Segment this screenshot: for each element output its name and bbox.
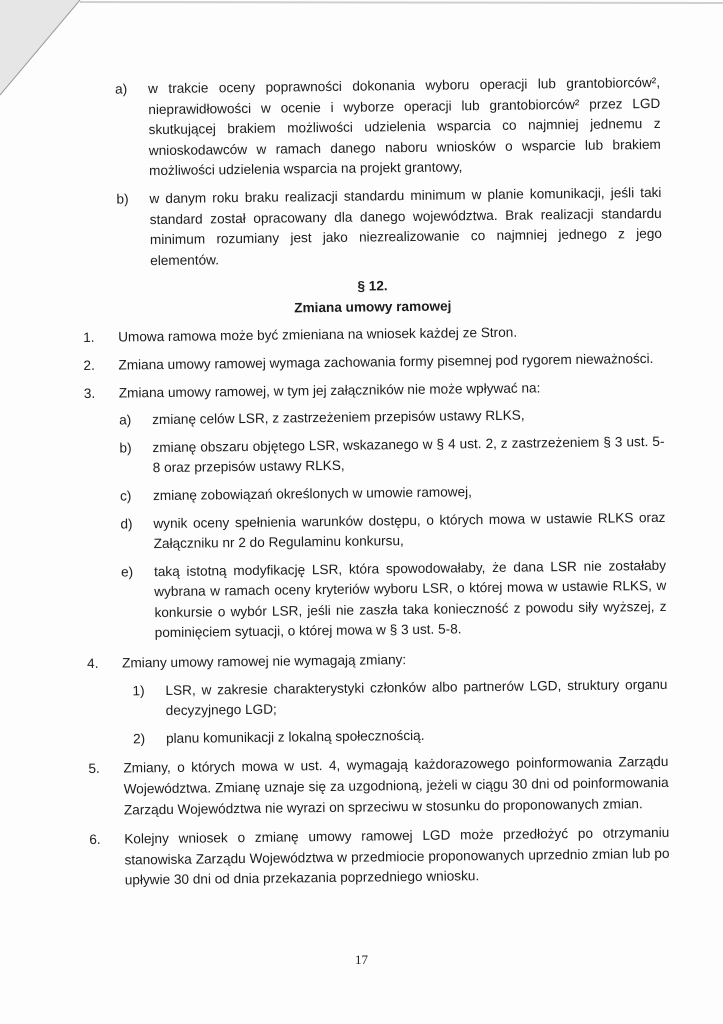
section-number: § 12.	[357, 278, 388, 294]
page-number: 17	[355, 952, 368, 967]
point-5	[88, 752, 669, 821]
list-marker: 5.	[88, 761, 100, 777]
document-body	[80, 73, 670, 892]
list-marker: 6.	[89, 832, 101, 848]
list-marker: c)	[119, 488, 132, 504]
list-marker: b)	[119, 440, 132, 456]
list-marker: 3.	[83, 385, 96, 401]
list-item-text: Zmiany umowy ramowej nie wymagają zmiany:	[122, 652, 407, 671]
point-4-item-2	[133, 723, 668, 750]
list-item-text: w trakcie oceny poprawności dokonania wyboru operacji lub grantobiorców², nieprawidłowości w ocenie i wyborze operacji lub grantobiorców² przez LGD skutkującej brakiem możliwości udzielenia wsparcia co najmniej jednemu z wnioskodawców w ramach danego naboru wniosków o wsparcie lub brakiem możliwości udzielenia wsparcia na projekt grantowy,	[148, 74, 661, 179]
point-4-item-1	[132, 675, 667, 723]
list-marker: 1)	[132, 682, 145, 699]
list-item-text: zmianę zobowiązań określonych w umowie ramowej,	[152, 484, 472, 504]
point-3-item-a	[119, 404, 664, 431]
point-3	[84, 376, 664, 404]
point-1	[83, 321, 663, 349]
section-heading	[82, 272, 662, 321]
list-marker: b)	[116, 191, 129, 207]
list-item-text: zmianę celów LSR, z zastrzeżeniem przepisów ustawy RLKS,	[152, 407, 525, 428]
list-item-b	[116, 183, 662, 272]
list-marker: 2)	[132, 731, 146, 747]
list-item-text: wynik oceny spełnienia warunków dostępu, o których mowa w ustawie RLKS oraz Załączniku nr 2 do Regulaminu konkursu,	[153, 509, 666, 552]
point-3-item-c	[120, 480, 665, 507]
list-item-text: taką istotną modyfikację LSR, która spowodowałaby, że dana LSR nie zostałaby wybrana w ramach oceny kryteriów wyboru LSR, o której mowa w ustawie RLKS, w konkursie o wybór LSR, jeśli nie zaszła taka konieczność z powodu siły wyższej, z pominięciem sytuacji, o której mowa w § 3 ust. 5-8.	[153, 557, 667, 641]
list-item-text: planu komunikacji z lokalną społecznością.	[165, 727, 425, 746]
point-4	[87, 647, 667, 675]
list-marker: d)	[120, 515, 133, 532]
list-item-text: LSR, w zakresie charakterystyki członków albo partnerów LGD, struktury organu decyzyjnego LGD;	[165, 676, 668, 719]
list-marker: 4.	[87, 655, 99, 672]
list-item-text: w danym roku braku realizacji standardu minimum w planie komunikacji, jeśli taki standard został opracowany dla danego województwa. Brak realizacji standardu minimum rozumiany jest jako niezrealizowanie co najmniej jednego z jego elementów.	[149, 184, 663, 268]
point-3-item-b	[119, 432, 664, 480]
list-marker: 2.	[83, 357, 95, 373]
list-marker: a)	[119, 412, 132, 428]
point-3-item-d	[120, 507, 665, 555]
list-item-text: Umowa ramowa może być zmieniana na wniosek każdej ze Stron.	[118, 325, 518, 345]
list-item-text: zmianę obszaru objętego LSR, wskazanego w § 4 ust. 2, z zastrzeżeniem § 3 ust. 5-8 oraz przepisów ustawy RLKS,	[152, 433, 665, 476]
list-marker: e)	[120, 564, 134, 580]
list-marker: a)	[115, 81, 128, 97]
list-marker: 1.	[83, 330, 95, 346]
point-6	[89, 823, 670, 892]
list-item-text: Zmiana umowy ramowej, w tym jej załączników nie może wpływać na:	[118, 379, 541, 401]
list-item-text: Kolejny wniosek o zmianę umowy ramowej LGD może przedłożyć po otrzymaniu stanowiska Zarządu Województwa w przedmiocie proponowanych uprzednio zmian lub po upływie 30 dni od dnia przekazania poprzedniego wniosku.	[124, 825, 670, 888]
list-item-a	[115, 73, 661, 183]
point-2	[83, 349, 663, 377]
list-item-text: Zmiany, o których mowa w ust. 4, wymagają każdorazowego poinformowania Zarządu Województwa. Zmianę uznaje się za uzgodnioną, jeżeli w ciągu 30 dni od poinformowania Zarządu Województwa nie wyrazi on sprzeciwu w stosunku do proponowanych zmian.	[123, 754, 669, 818]
section-title: Zmiana umowy ramowej	[294, 298, 452, 316]
point-3-item-e	[121, 556, 667, 645]
list-item-text: Zmiana umowy ramowej wymaga zachowania formy pisemnej pod rygorem nieważności.	[118, 350, 654, 373]
